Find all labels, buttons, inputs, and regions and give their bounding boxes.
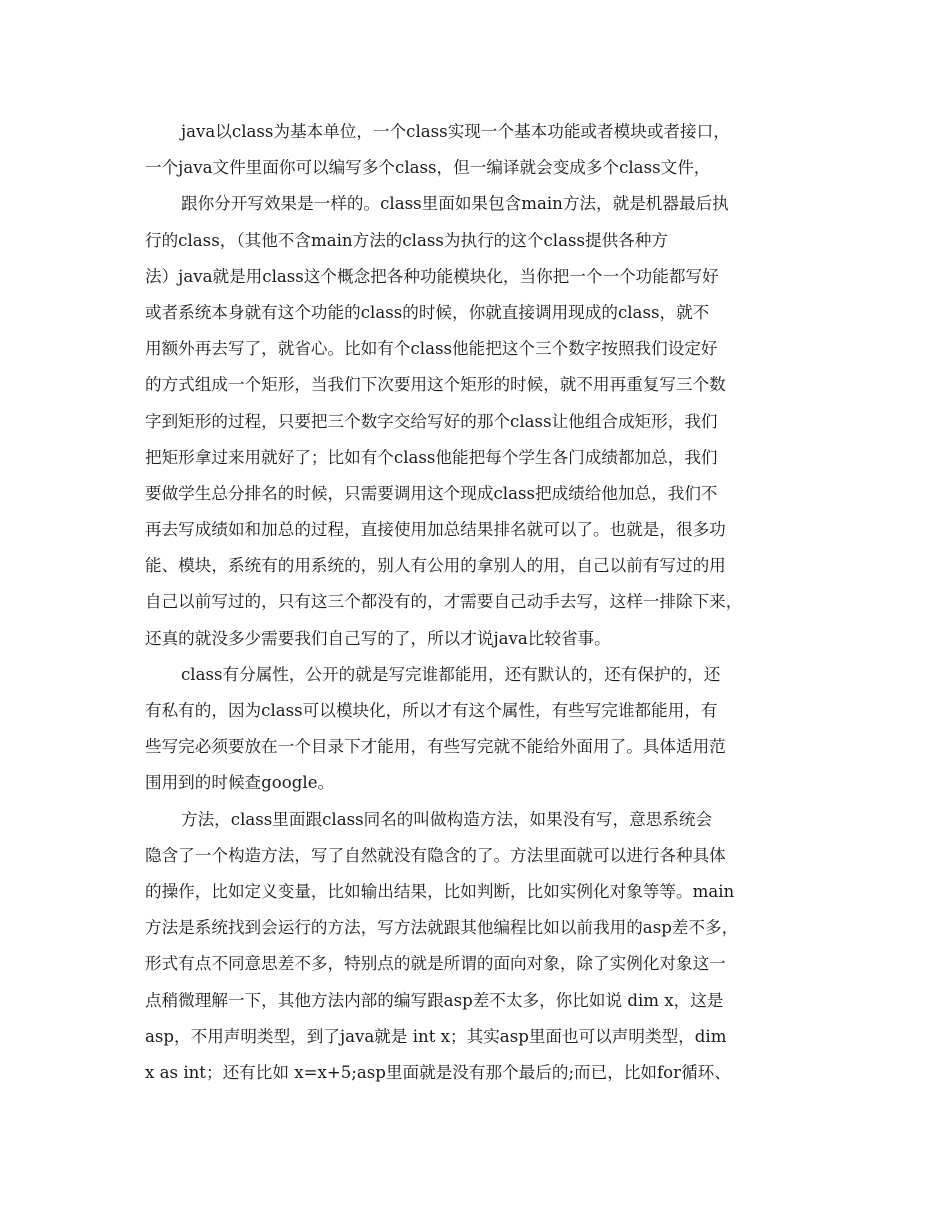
text-line: 能、模块，系统有的用系统的，别人有公用的拿别人的用，自己以前有写过的用 (145, 556, 726, 576)
text-line: 的操作，比如定义变量，比如输出结果，比如判断，比如实例化对象等等。main (145, 881, 735, 901)
text-line: x as int；还有比如 x=x+5;asp里面就是没有那个最后的;而已，比如for循环、 (145, 1062, 731, 1082)
text-line: 方法，class里面跟class同名的叫做构造方法，如果没有写，意思系统会 (181, 809, 713, 829)
text-line: 要做学生总分排名的时候，只需要调用这个现成class把成绩给他加总，我们不 (145, 483, 718, 503)
text-line: 一个java文件里面你可以编写多个class，但一编译就会变成多个class文件， (145, 158, 711, 178)
text-line: 围用到的时候查google。 (145, 773, 335, 793)
text-line: 的方式组成一个矩形，当我们下次要用这个矩形的时候，就不用再重复写三个数 (145, 375, 726, 395)
text-line: 把矩形拿过来用就好了；比如有个class他能把每个学生各门成绩都加总，我们 (145, 447, 718, 467)
text-line: 还真的就没多少需要我们自己写的了，所以才说java比较省事。 (145, 628, 611, 648)
text-line: 些写完必须要放在一个目录下才能用，有些写完就不能给外面用了。具体适用范 (145, 737, 726, 757)
text-line: 跟你分开写效果是一样的。class里面如果包含main方法，就是机器最后执 (181, 194, 729, 214)
text-line: class有分属性，公开的就是写完谁都能用，还有默认的，还有保护的，还 (181, 664, 721, 684)
text-line: 点稍微理解一下，其他方法内部的编写跟asp差不太多，你比如说 dim x，这是 (145, 990, 724, 1010)
text-line: 方法是系统找到会运行的方法，写方法就跟其他编程比如以前我用的asp差不多， (145, 918, 739, 938)
text-line: 用额外再去写了，就省心。比如有个class他能把这个三个数字按照我们设定好 (145, 339, 718, 359)
text-line: 法）java就是用class这个概念把各种功能模块化，当你把一个一个功能都写好 (145, 266, 719, 286)
text-line: 行的class，（其他不含main方法的class为执行的这个class提供各种方 (145, 230, 668, 250)
text-line: 自己以前写过的，只有这三个都没有的，才需要自己动手去写，这样一排除下来， (145, 592, 743, 612)
text-line: java以class为基本单位，一个class实现一个基本功能或者模块或者接口， (181, 122, 730, 141)
document-body (145, 114, 805, 1091)
text-line: 字到矩形的过程，只要把三个数字交给写好的那个class让他组合成矩形，我们 (145, 411, 718, 431)
text-line: 或者系统本身就有这个功能的class的时候，你就直接调用现成的class，就不 (145, 302, 710, 322)
text-line: asp，不用声明类型，到了java就是 int x；其实asp里面也可以声明类型，dim (145, 1026, 727, 1046)
text-line: 隐含了一个构造方法，写了自然就没有隐含的了。方法里面就可以进行各种具体 (145, 845, 726, 865)
text-line: 形式有点不同意思差不多，特别点的就是所谓的面向对象，除了实例化对象这一 (145, 954, 726, 974)
text-line: 有私有的，因为class可以模块化，所以才有这个属性，有些写完谁都能用，有 (145, 701, 718, 720)
text-line: 再去写成绩如和加总的过程，直接使用加总结果排名就可以了。也就是，很多功 (145, 520, 726, 540)
